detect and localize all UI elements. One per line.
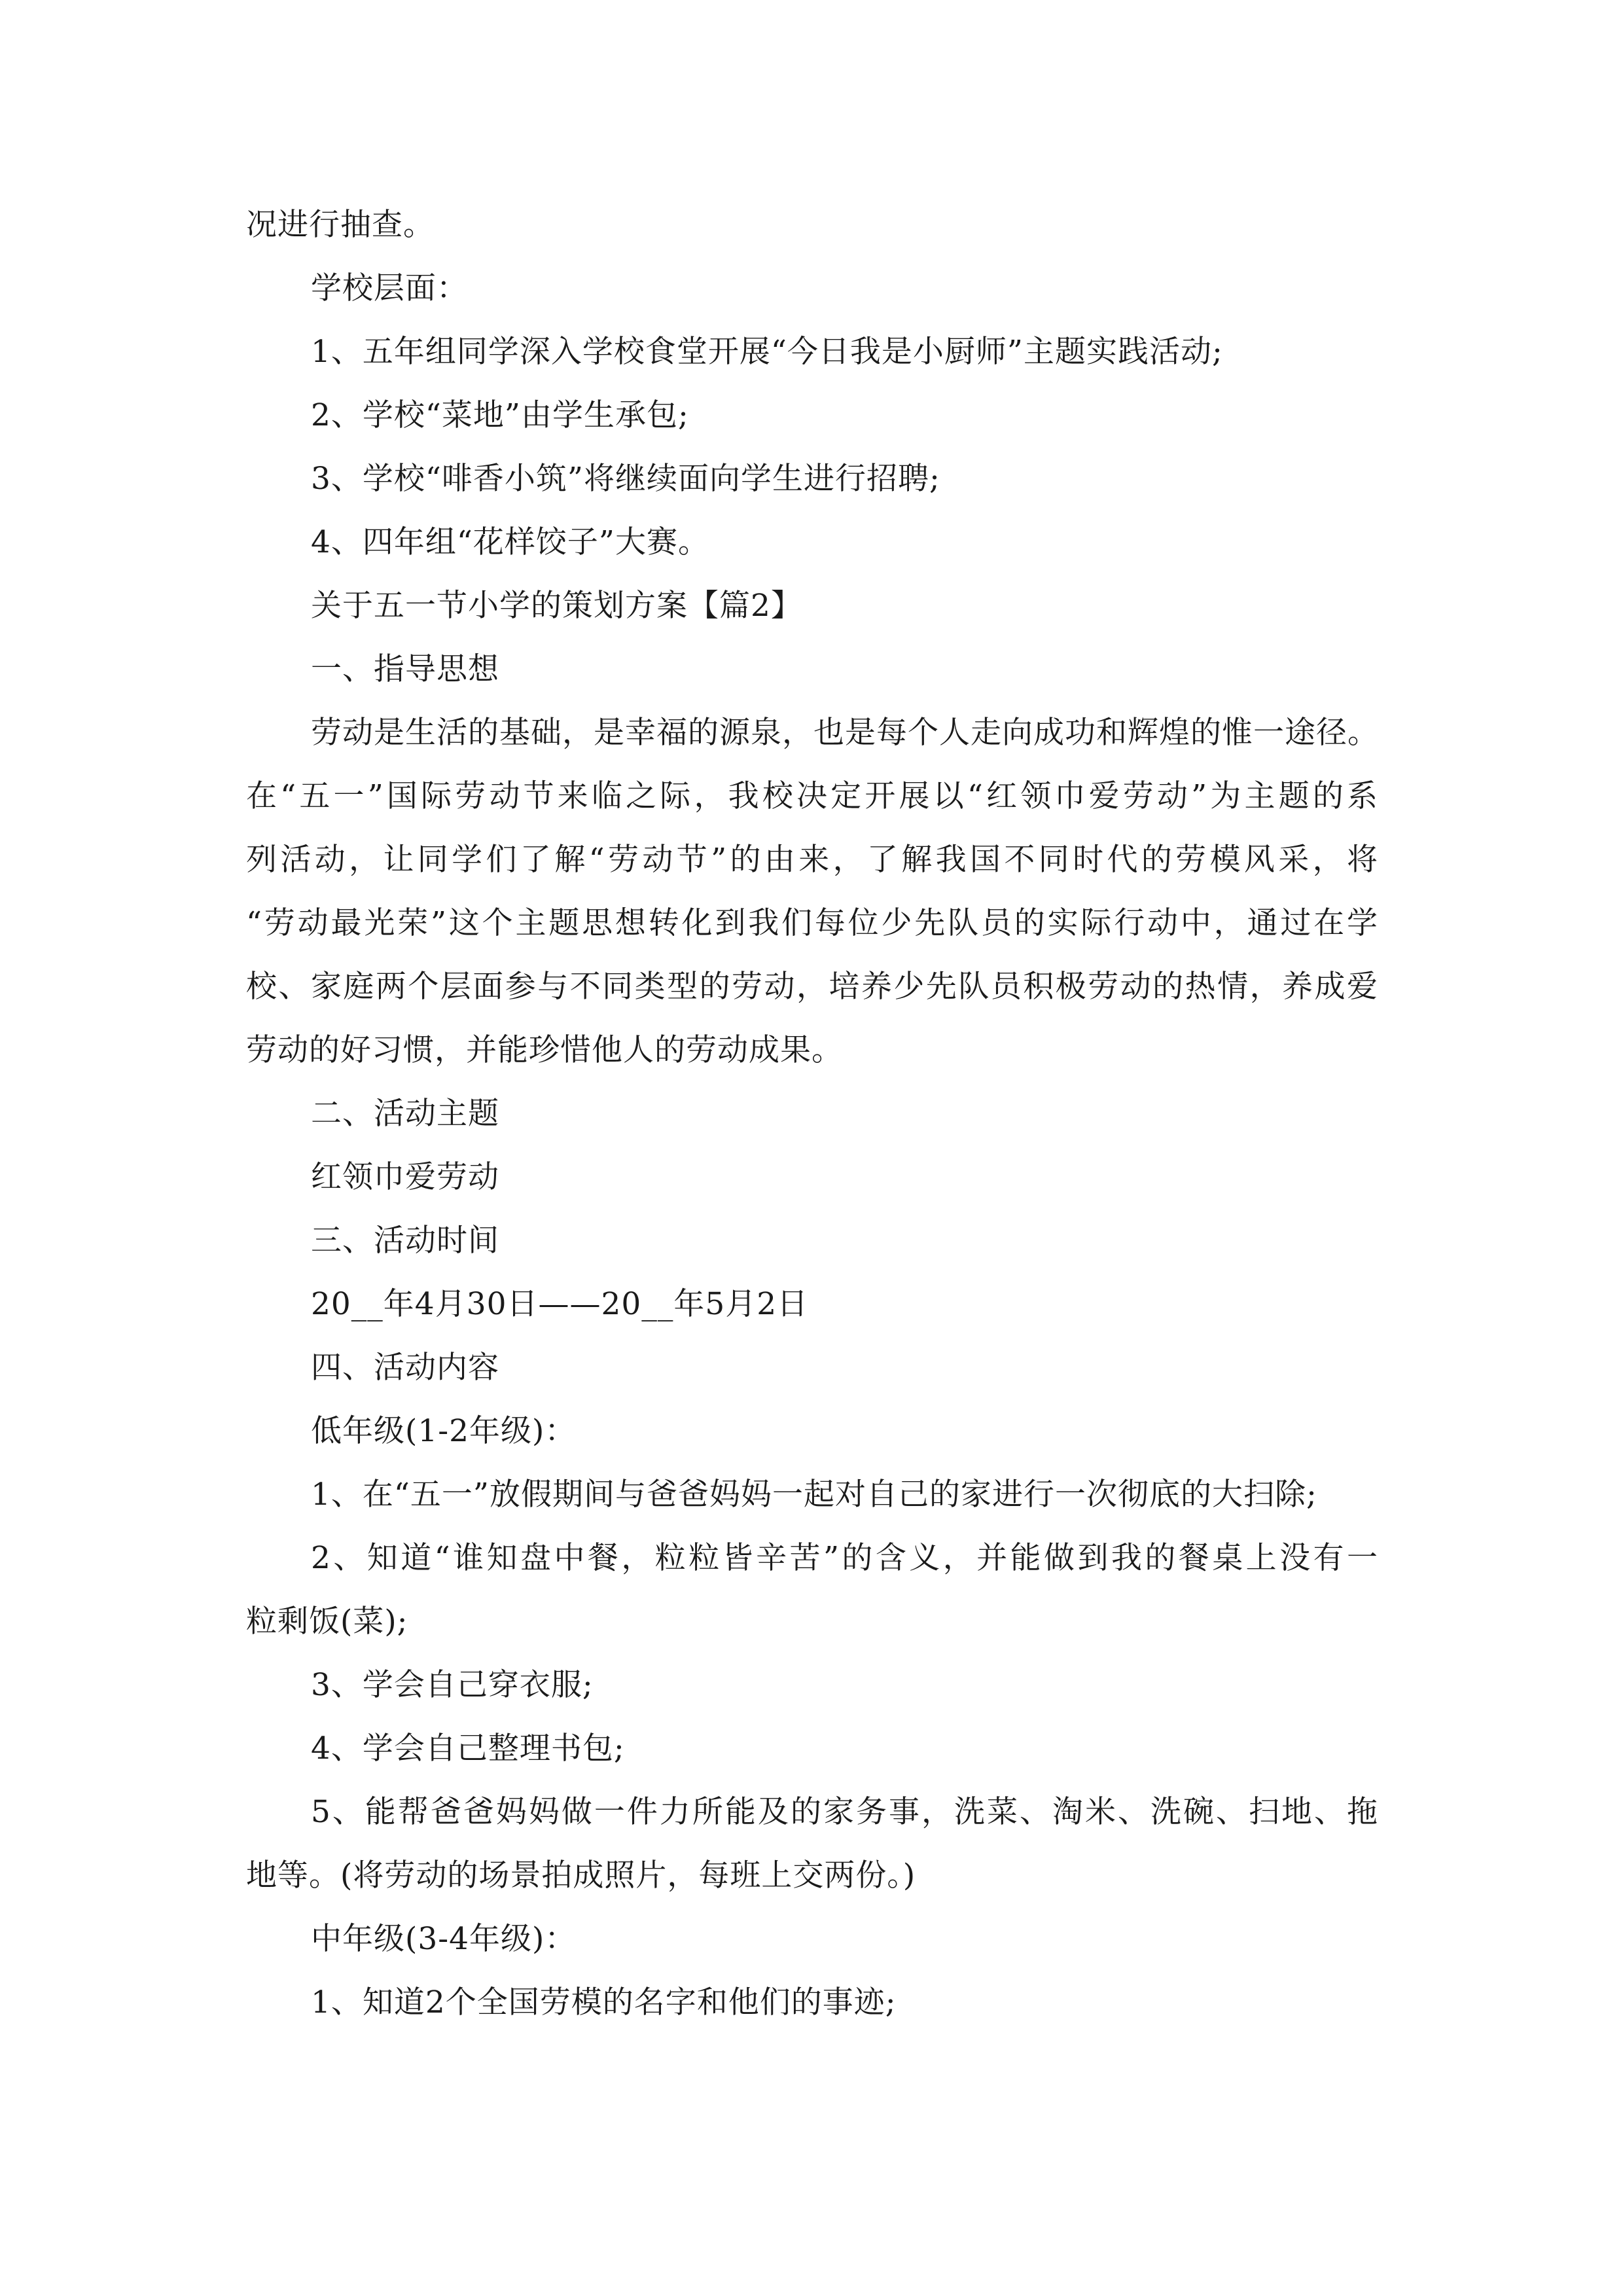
paragraph-p19: 四、活动内容 [311, 1350, 499, 1386]
paragraph-p28: 中年级(3-4年级)： [311, 1921, 577, 1957]
paragraph-p14: 劳动的好习惯，并能珍惜他人的劳动成果。 [246, 1032, 843, 1068]
paragraph-p24: 3、学会自己穿衣服; [311, 1667, 594, 1703]
paragraph-p22: 2、知道“谁知盘中餐，粒粒皆辛苦”的含义，并能做到我的餐桌上没有一 [311, 1540, 1378, 1576]
paragraph-p25: 4、学会自己整理书包; [311, 1731, 625, 1767]
paragraph-p03: 1、五年组同学深入学校食堂开展“今日我是小厨师”主题实践活动; [311, 334, 1223, 370]
paragraph-p02: 学校层面： [311, 270, 468, 306]
paragraph-p01: 况进行抽查。 [246, 207, 435, 243]
paragraph-p26: 5、能帮爸爸妈妈做一件力所能及的家务事，洗菜、淘米、洗碗、扫地、拖 [311, 1794, 1378, 1830]
paragraph-p21: 1、在“五一”放假期间与爸爸妈妈一起对自己的家进行一次彻底的大扫除; [311, 1477, 1317, 1513]
paragraph-p27: 地等。(将劳动的场景拍成照片，每班上交两份。) [246, 1857, 916, 1893]
paragraph-p12: “劳动最光荣”这个主题思想转化到我们每位少先队员的实际行动中，通过在学 [246, 905, 1378, 941]
paragraph-p18: 20__年4月30日——20__年5月2日 [311, 1286, 809, 1322]
paragraph-p16: 红领巾爱劳动 [311, 1159, 499, 1195]
paragraph-p11: 列活动，让同学们了解“劳动节”的由来，了解我国不同时代的劳模风采，将 [246, 842, 1378, 878]
document-body [246, 193, 1378, 2034]
paragraph-p20: 低年级(1-2年级)： [311, 1413, 577, 1449]
paragraph-p09: 劳动是生活的基础，是幸福的源泉，也是每个人走向成功和辉煌的惟一途径。 [311, 715, 1379, 751]
paragraph-p05: 3、学校“啡香小筑”将继续面向学生进行招聘; [311, 461, 940, 497]
paragraph-p08: 一、指导思想 [311, 651, 499, 687]
paragraph-p15: 二、活动主题 [311, 1096, 499, 1132]
paragraph-p07: 关于五一节小学的策划方案【篇2】 [311, 588, 802, 624]
paragraph-p29: 1、知道2个全国劳模的名字和他们的事迹; [311, 1984, 897, 2020]
paragraph-p10: 在“五一”国际劳动节来临之际，我校决定开展以“红领巾爱劳动”为主题的系 [246, 778, 1379, 814]
paragraph-p04: 2、学校“菜地”由学生承包; [311, 397, 689, 433]
paragraph-p17: 三、活动时间 [311, 1223, 499, 1259]
paragraph-p23: 粒剩饭(菜); [246, 1604, 408, 1640]
paragraph-p13: 校、家庭两个层面参与不同类型的劳动，培养少先队员积极劳动的热情，养成爱 [246, 969, 1378, 1005]
paragraph-p06: 4、四年组“花样饺子”大赛。 [311, 524, 709, 560]
